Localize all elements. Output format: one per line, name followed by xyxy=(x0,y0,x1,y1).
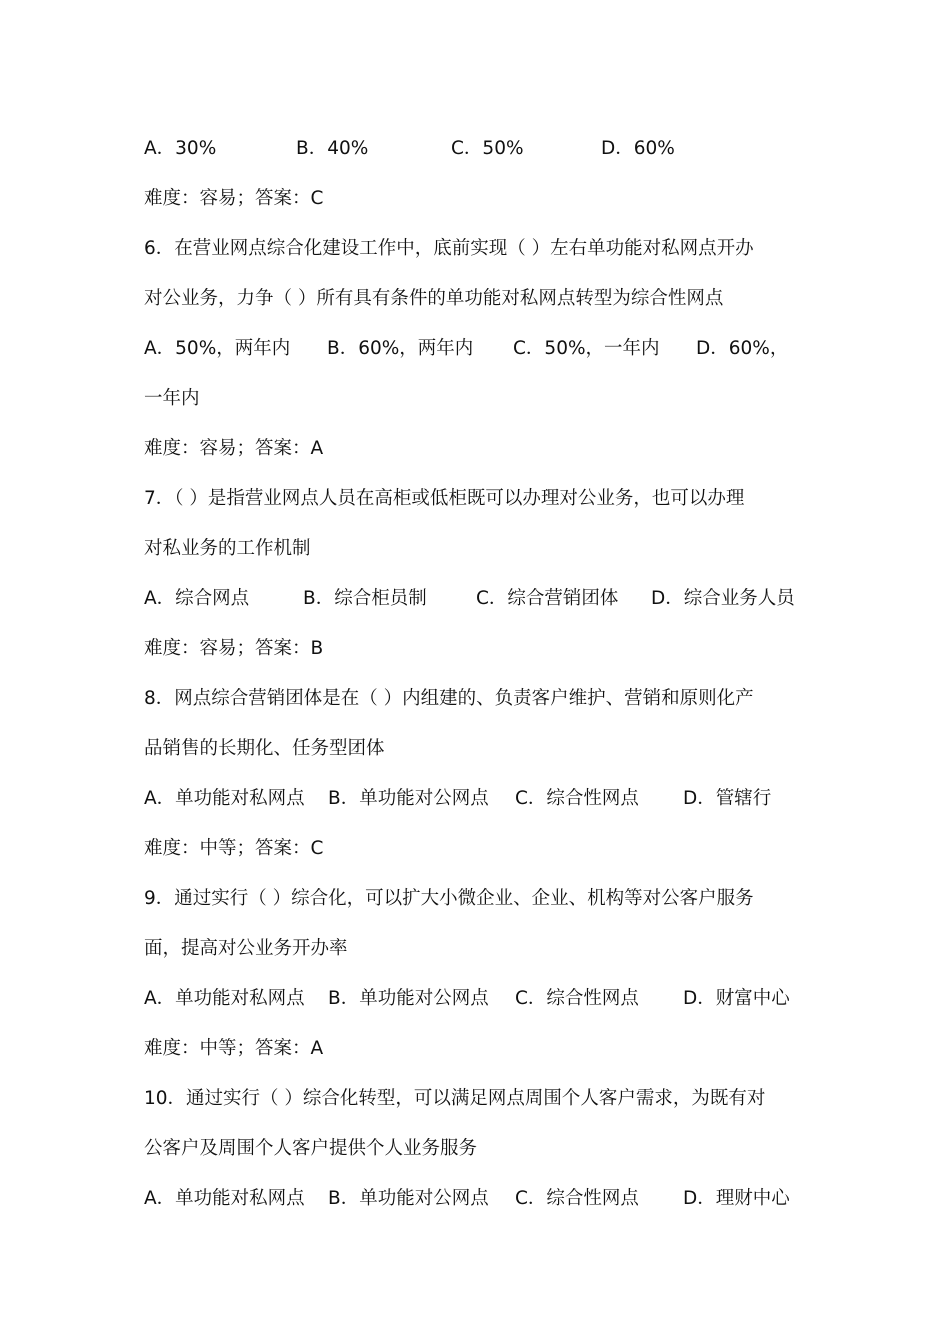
option-a: A．50%，两年内 xyxy=(144,338,291,359)
question-7-text-line-1: 7．（ ）是指营业网点人员在高柜或低柜既可以办理对公业务，也可以办理 xyxy=(144,488,745,509)
question-5-answer: 难度：容易；答案：C xyxy=(144,188,324,209)
question-10-text-line-2: 公客户及周围个人客户提供个人业务服务 xyxy=(144,1138,478,1159)
option-c: C．综合性网点 xyxy=(515,988,639,1009)
question-6-text-line-2: 对公业务，力争（ ）所有具有条件的单功能对私网点转型为综合性网点 xyxy=(144,288,724,309)
option-a: A．单功能对私网点 xyxy=(144,988,305,1009)
option-d: D．60%， xyxy=(696,338,789,359)
option-a: A．单功能对私网点 xyxy=(144,1188,305,1209)
question-9-text-line-2: 面，提高对公业务开办率 xyxy=(144,938,348,959)
option-b: B．综合柜员制 xyxy=(303,588,427,609)
option-b: B．60%，两年内 xyxy=(327,338,474,359)
option-c: C．50%，一年内 xyxy=(513,338,660,359)
option-a: A．综合网点 xyxy=(144,588,250,609)
option-a: A．单功能对私网点 xyxy=(144,788,305,809)
question-6-answer: 难度：容易；答案：A xyxy=(144,438,324,459)
option-b: B．单功能对公网点 xyxy=(328,988,489,1009)
option-c: C．综合性网点 xyxy=(515,1188,639,1209)
option-b: B．40% xyxy=(296,138,369,159)
option-b: B．单功能对公网点 xyxy=(328,788,489,809)
question-7-text-line-2: 对私业务的工作机制 xyxy=(144,538,311,559)
option-d: D．管辖行 xyxy=(683,788,772,809)
question-8-text-line-2: 品销售的长期化、任务型团体 xyxy=(144,738,385,759)
question-6-text-line-1: 6．在营业网点综合化建设工作中，底前实现（ ）左右单功能对私网点开办 xyxy=(144,238,754,259)
question-9-answer: 难度：中等；答案：A xyxy=(144,1038,324,1059)
option-d: D．综合业务人员 xyxy=(651,588,795,609)
option-d: D．理财中心 xyxy=(683,1188,790,1209)
option-a: A．30% xyxy=(144,138,217,159)
question-8-text-line-1: 8．网点综合营销团体是在（ ）内组建的、负责客户维护、营销和原则化产 xyxy=(144,688,754,709)
option-c: C．综合性网点 xyxy=(515,788,639,809)
question-9-text-line-1: 9．通过实行（ ）综合化，可以扩大小微企业、企业、机构等对公客户服务 xyxy=(144,888,754,909)
question-7-answer: 难度：容易；答案：B xyxy=(144,638,324,659)
option-d: D．财富中心 xyxy=(683,988,790,1009)
option-c: C．综合营销团体 xyxy=(476,588,619,609)
option-c: C．50% xyxy=(451,138,524,159)
question-6-options-continued: 一年内 xyxy=(144,388,200,409)
option-d: D．60% xyxy=(601,138,675,159)
question-8-answer: 难度：中等；答案：C xyxy=(144,838,324,859)
question-10-text-line-1: 10．通过实行（ ）综合化转型，可以满足网点周围个人客户需求，为既有对 xyxy=(144,1088,766,1109)
option-b: B．单功能对公网点 xyxy=(328,1188,489,1209)
